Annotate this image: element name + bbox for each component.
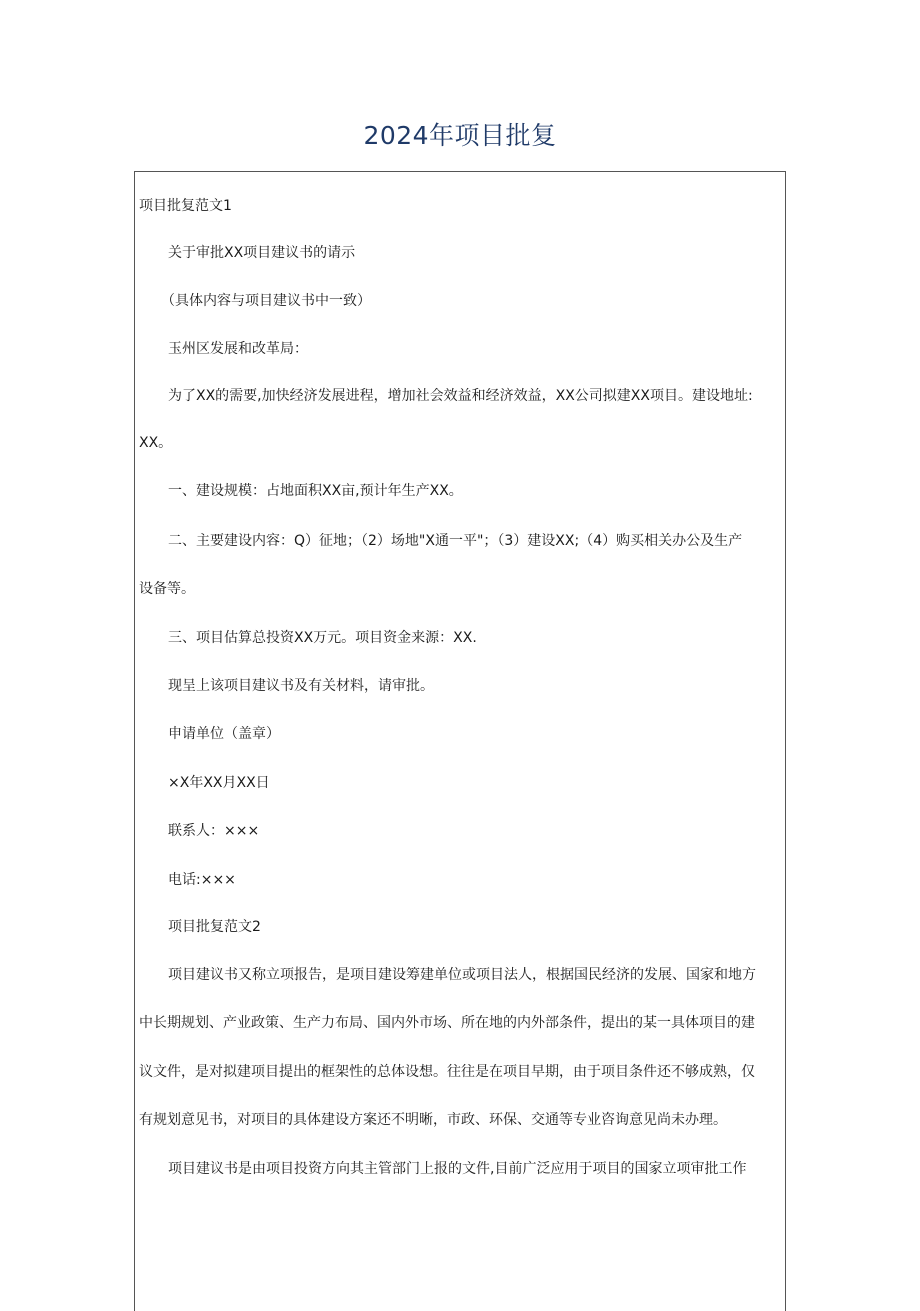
paragraph-line: XX。: [139, 435, 173, 451]
paragraph-line: 二、主要建设内容：Q）征地；（2）场地"X通一平"；（3）建设XX;（4）购买相关办公及生产: [168, 533, 743, 549]
paragraph-line: 三、项目估算总投资XX万元。项目资金来源：XX.: [168, 630, 477, 646]
contact-line: 联系人：×××: [168, 823, 260, 839]
section-heading-1: 项目批复范文1: [139, 198, 232, 214]
paragraph-line: 议文件，是对拟建项目提出的框架性的总体设想。往往是在项目早期，由于项目条件还不够成熟，仅: [139, 1064, 755, 1080]
paragraph-line: 现呈上该项目建议书及有关材料，请审批。: [168, 678, 434, 694]
request-note: （具体内容与项目建议书中一致）: [161, 293, 371, 309]
paragraph-line: 设备等。: [139, 581, 195, 597]
applicant-line: 申请单位（盖章）: [168, 726, 280, 742]
paragraph-line: 有规划意见书，对项目的具体建设方案还不明晰，市政、环保、交通等专业咨询意见尚未办理。: [139, 1112, 727, 1128]
date-line: ×X年XX月XX日: [168, 775, 270, 791]
addressee: 玉州区发展和改革局：: [168, 341, 308, 357]
section-heading-2: 项目批复范文2: [168, 919, 261, 935]
document-title: 2024年项目批复: [363, 121, 557, 150]
paragraph-line: 项目建议书又称立项报告，是项目建设筹建单位或项目法人，根据国民经济的发展、国家和地方: [168, 967, 756, 983]
phone-line: 电话:×××: [168, 872, 236, 888]
paragraph-line: 为了XX的需要,加快经济发展进程，增加社会效益和经济效益，XX公司拟建XX项目。建设地址:: [168, 388, 753, 404]
paragraph-line: 项目建议书是由项目投资方向其主管部门上报的文件,目前广泛应用于项目的国家立项审批工作: [168, 1161, 747, 1177]
request-title: 关于审批XX项目建议书的请示: [168, 245, 356, 261]
paragraph-line: 一、建设规模：占地面积XX亩,预计年生产XX。: [168, 483, 463, 499]
paragraph-line: 中长期规划、产业政策、生产力布局、国内外市场、所在地的内外部条件，提出的某一具体项目的建: [139, 1015, 755, 1031]
